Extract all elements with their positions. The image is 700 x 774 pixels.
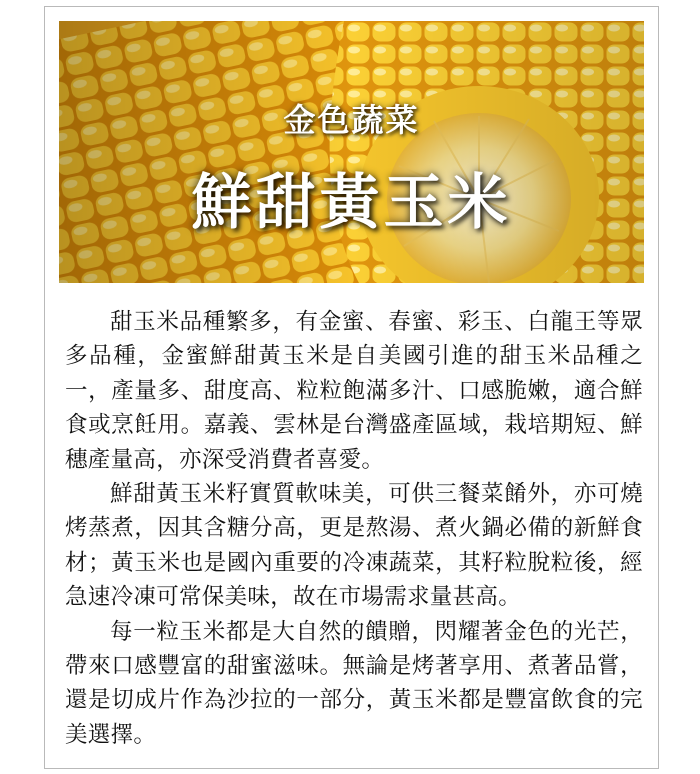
corn-photo	[59, 21, 644, 283]
banner-subtitle: 金色蔬菜	[283, 101, 420, 139]
description-text	[65, 305, 643, 752]
paragraph-varieties: 甜玉米品種繁多，有金蜜、春蜜、彩玉、白龍王等眾多品種，金蜜鮮甜黃玉米是自美國引進的甜玉米品種之一，產量多、甜度高、粒粒飽滿多汁、口感脆嫩，適合鮮食或烹飪用。嘉義、雲林是台灣盛產區域，栽培期短、鮮穗產量高，亦深受消費者喜愛。	[65, 309, 643, 473]
paragraph-uses: 鮮甜黃玉米籽實質軟味美，可供三餐菜餚外，亦可燒烤蒸煮，因其含糖分高，更是熬湯、煮火鍋必備的新鮮食材；黃玉米也是國內重要的冷凍蔬菜，其籽粒脫粒後，經急速冷凍可常保美味，故在市場需求量甚高。	[65, 481, 643, 611]
corn-banner	[59, 21, 644, 283]
content-frame	[44, 6, 659, 769]
banner-title: 鮮甜黃玉米	[191, 168, 512, 238]
paragraph-gift: 每一粒玉米都是大自然的饋贈，閃耀著金色的光芒，帶來口感豐富的甜蜜滋味。無論是烤著享用、煮著品嘗，還是切成片作為沙拉的一部分，黃玉米都是豐富飲食的完美選擇。	[65, 618, 643, 748]
